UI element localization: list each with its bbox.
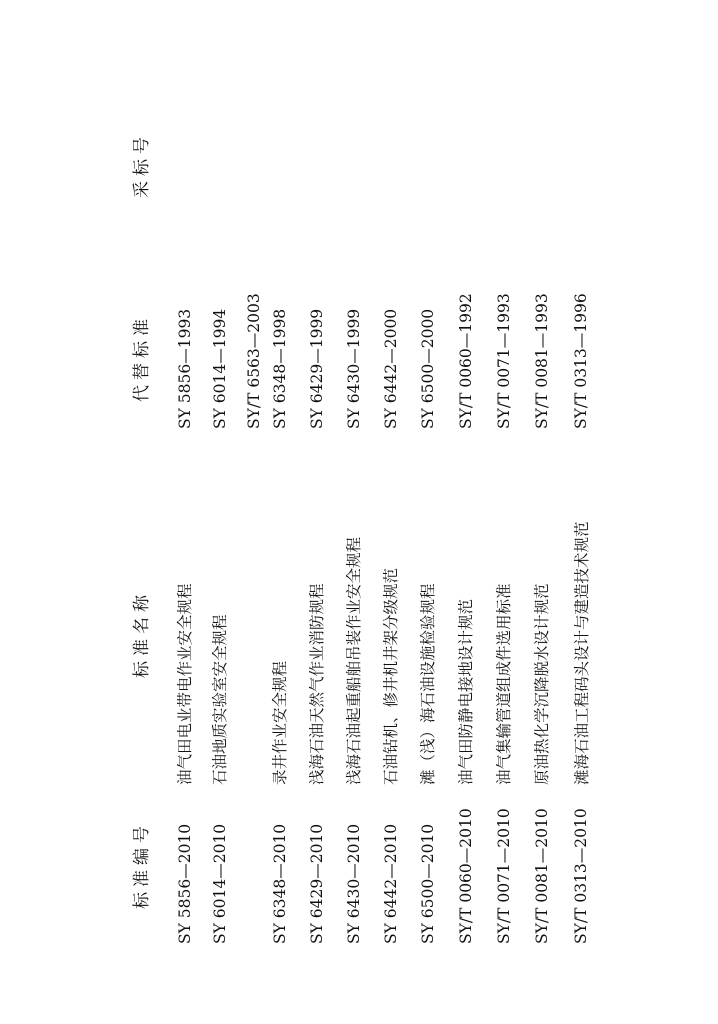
cell-name: 录井作业安全规程 (271, 660, 289, 785)
header-replaces: 代替标准 (132, 314, 152, 402)
cell-code: SY/T 0060—2010 (457, 808, 475, 944)
header-adopted: 采标号 (132, 132, 152, 198)
cell-code: SY 6014—2010 (211, 823, 229, 944)
cell-replaces: SY/T 0313—1996 (572, 293, 590, 429)
cell-code: SY/T 0081—2010 (533, 808, 551, 944)
cell-name: 滩（浅）海石油设施检验规程 (419, 583, 437, 785)
cell-name: 石油钻机、修井机井架分级规范 (382, 567, 400, 785)
header-code: 标准编号 (132, 821, 152, 909)
cell-replaces: SY 6442—2000 (382, 308, 400, 429)
cell-code: SY/T 0071—2010 (495, 808, 513, 944)
cell-name: 油气集输管道组成件选用标准 (495, 583, 513, 785)
cell-replaces: SY 6429—1999 (308, 308, 326, 429)
cell-replaces: SY/T 0071—1993 (495, 293, 513, 429)
cell-replaces: SY 5856—1993 (176, 308, 194, 429)
cell-name: 原油热化学沉降脱水设计规范 (533, 583, 551, 785)
cell-replaces: SY/T 6563—2003 (245, 293, 263, 429)
cell-replaces: SY 6014—1994 (211, 308, 229, 429)
cell-name: 油气田电业带电作业安全规程 (176, 583, 194, 785)
cell-replaces: SY 6430—1999 (345, 308, 363, 429)
cell-name: 石油地质实验室安全规程 (211, 614, 229, 785)
cell-code: SY/T 0313—2010 (572, 808, 590, 944)
cell-code: SY 6348—2010 (271, 823, 289, 944)
cell-name: 滩海石油工程码头设计与建造技术规范 (573, 521, 591, 785)
cell-code: SY 6442—2010 (382, 823, 400, 944)
cell-replaces: SY/T 0060—1992 (457, 293, 475, 429)
cell-code: SY 6500—2010 (419, 823, 437, 944)
cell-code: SY 6429—2010 (308, 823, 326, 944)
cell-replaces: SY 6500—2000 (419, 308, 437, 429)
cell-name: 油气田防静电接地设计规范 (457, 598, 475, 785)
cell-code: SY 5856—2010 (176, 823, 194, 944)
header-name: 标准名称 (132, 590, 152, 678)
cell-replaces: SY 6348—1998 (271, 308, 289, 429)
cell-replaces: SY/T 0081—1993 (533, 293, 551, 429)
cell-name: 浅海石油天然气作业消防规程 (308, 583, 326, 785)
cell-code: SY 6430—2010 (345, 823, 363, 944)
cell-name: 浅海石油起重船舶吊装作业安全规程 (345, 536, 363, 785)
